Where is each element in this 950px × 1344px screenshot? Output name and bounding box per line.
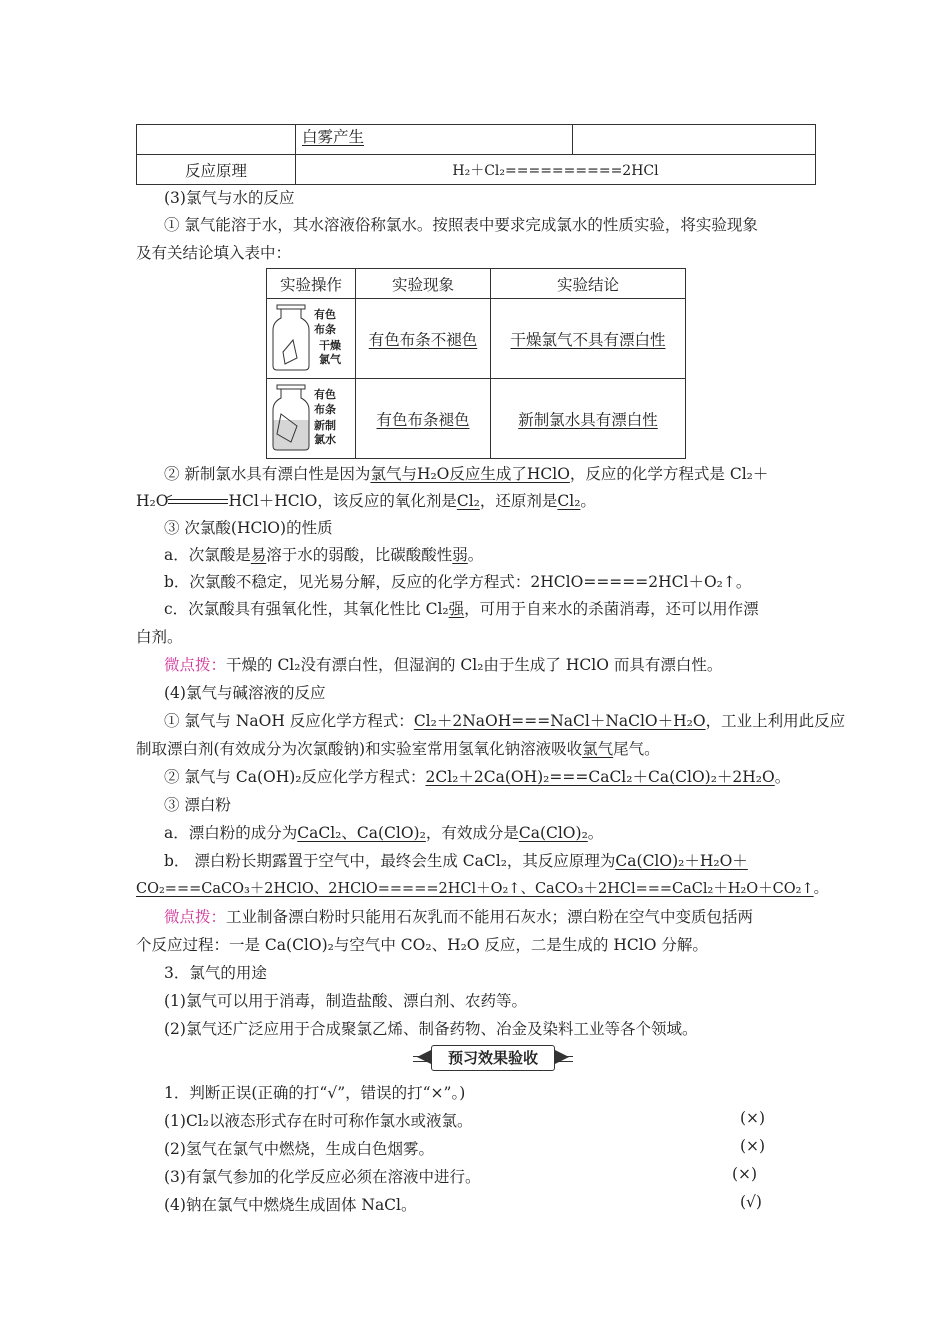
answer-mark: (×) [732,1165,758,1183]
tip-label: 微点拨： [164,656,227,674]
fig-label: 有色 [314,307,336,321]
top-table-cell [137,125,296,155]
paragraph: c．次氯酸具有强氧化性，其氧化性比 Cl₂强，可用于自来水的杀菌消毒，还可以用作漂 [164,600,759,618]
paragraph: ② 氯气与 Ca(OH)₂反应化学方程式：2Cl₂＋2Ca(OH)₂===CaCl₂＋Ca(ClO)₂＋2H₂O。 [164,768,791,786]
reversible-arrow-icon [168,497,228,507]
banner-title: 预习效果验收 [431,1045,555,1071]
table-header: 实验结论 [491,269,686,299]
paragraph: 制取漂白剂(有效成分为次氯酸钠)和实验室常用氢氧化钠溶液吸收氯气尾气。 [136,740,660,758]
list-item: (2)氢气在氯气中燃烧，生成白色烟雾。 [164,1140,434,1158]
experiment-table [266,268,686,459]
paragraph: b．次氯酸不稳定，见光易分解，反应的化学方程式：2HClO=====2HCl＋O₂↑。 [164,573,752,591]
fig-label: 布条 [314,322,336,336]
table-header: 实验现象 [356,269,491,299]
fig-label: 新制 [314,418,336,432]
tip: 微点拨：干燥的 Cl₂没有漂白性，但湿润的 Cl₂由于生成了 HClO 而具有漂白性。 [164,656,723,674]
answer-mark: (×) [740,1109,766,1127]
top-table-cell [296,125,573,155]
list-item: (4)钠在氯气中燃烧生成固体 NaCl。 [164,1196,417,1214]
paragraph: 个反应过程：一是 Ca(ClO)₂与空气中 CO₂、H₂O 反应，二是生成的 HClO 分解。 [136,936,708,954]
fig-label: 有色 [314,387,336,401]
paragraph: ③ 漂白粉 [164,796,231,814]
chlorine-water-figure [267,379,356,459]
conclusion-text: 新制氯水具有漂白性 [518,410,658,429]
section-title: (4)氯气与碱溶液的反应 [164,684,326,702]
fig-label: 氯气 [319,352,341,366]
tip-label: 微点拨： [164,908,227,926]
gas-bottle-icon [267,300,353,378]
paragraph: ② 新制氯水具有漂白性是因为氯气与H₂O反应生成了HClO，反应的化学方程式是 Cl₂＋ [164,465,769,483]
answer-mark: (×) [740,1137,766,1155]
paragraph: 及有关结论填入表中： [136,244,292,262]
conclusion-text: 干燥氯气不具有漂白性 [510,330,666,349]
paragraph: ① 氯气与 NaOH 反应化学方程式：Cl₂＋2NaOH===NaCl＋NaClO＋H₂O，工业上利用此反应 [164,712,846,730]
paragraph: (1)氯气可以用于消毒，制造盐酸、漂白剂、农药等。 [164,992,527,1010]
paragraph: CO₂===CaCO₃＋2HClO、2HClO=====2HCl＋O₂↑、CaCO₃＋2HCl===CaCl₂＋H₂O＋CO₂↑。 [136,881,829,897]
phenomenon-text: 有色布条不褪色 [368,330,478,349]
fig-label: 氯水 [314,432,336,446]
question-title: 1．判断正误(正确的打“√”，错误的打“×”。) [164,1084,466,1102]
paragraph: a．次氯酸是易溶于水的弱酸，比碳酸酸性弱。 [164,546,484,564]
white-fog-text: 白雾产生 [302,128,365,146]
fig-label: 干燥 [319,338,341,352]
paragraph: ③ 次氯酸(HClO)的性质 [164,519,333,537]
section-banner [413,1045,573,1071]
tip: 微点拨：工业制备漂白粉时只能用石灰乳而不能用石灰水；漂白粉在空气中变质包括两 [164,908,754,926]
table-header: 实验操作 [267,269,356,299]
phenomenon-text: 有色布条褪色 [376,410,470,429]
fig-label: 布条 [314,402,336,416]
answer-mark: (√) [740,1193,762,1211]
top-table [136,124,816,185]
section-title: (3)氯气与水的反应 [164,189,295,207]
top-table-cell [573,125,816,155]
liquid-bottle-icon [267,380,353,458]
paragraph: b． 漂白粉长期露置于空气中，最终会生成 CaCl₂，其反应原理为Ca(ClO)₂＋H₂O＋ [164,852,748,870]
dry-chlorine-figure [267,299,356,379]
paragraph: ① 氯气能溶于水，其水溶液俗称氯水。按照表中要求完成氯水的性质实验，将实验现象 [164,216,758,234]
list-item: (3)有氯气参加的化学反应必须在溶液中进行。 [164,1168,481,1186]
paragraph: a．漂白粉的成分为CaCl₂、Ca(ClO)₂，有效成分是Ca(ClO)₂。 [164,824,604,842]
reaction-equation: H₂＋Cl₂==========2HCl [296,155,816,185]
list-item: (1)Cl₂以液态形式存在时可称作氯水或液氯。 [164,1112,473,1130]
paragraph: (2)氯气还广泛应用于合成聚氯乙烯、制备药物、冶金及染料工业等各个领域。 [164,1020,698,1038]
paragraph: 白剂。 [136,628,183,646]
section-title: 3．氯气的用途 [164,964,267,982]
paragraph: H₂O HCl＋HClO，该反应的氧化剂是Cl₂，还原剂是Cl₂。 [136,492,596,510]
reaction-principle-label: 反应原理 [137,155,296,185]
